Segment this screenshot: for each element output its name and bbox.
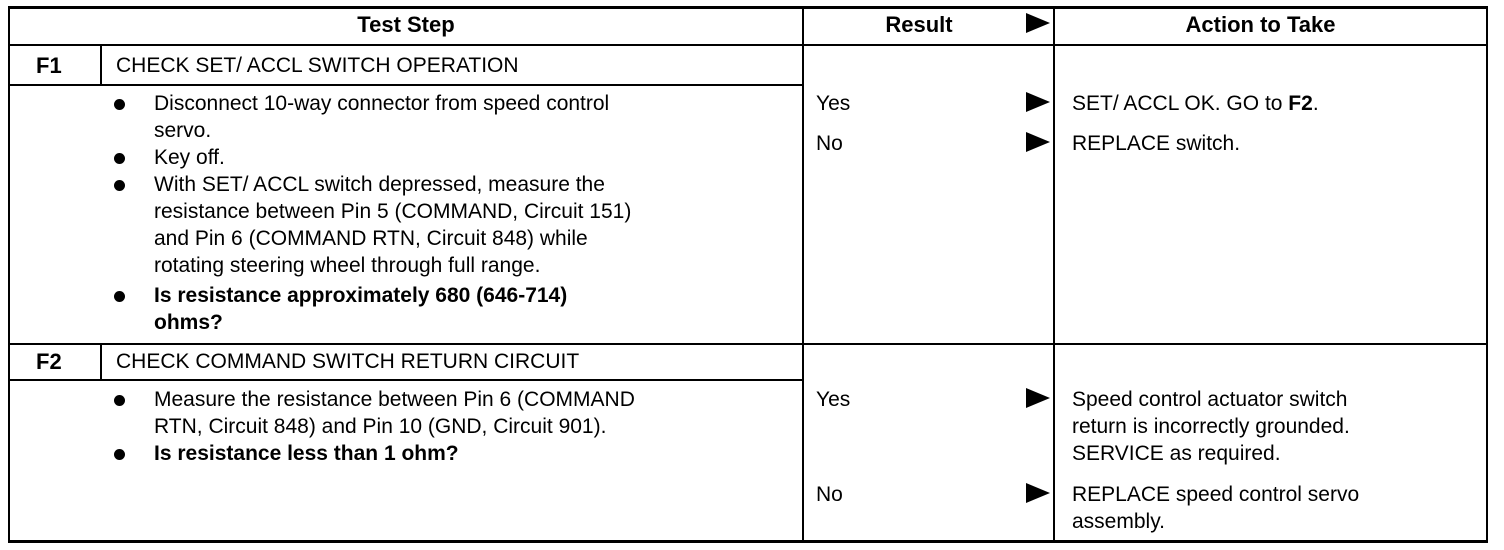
arrow-icon <box>1026 388 1050 408</box>
arrow-icon <box>1026 483 1050 503</box>
bullet-icon <box>114 291 125 302</box>
list-item: Key off. <box>154 146 225 169</box>
result-action-divider <box>1053 6 1055 543</box>
list-item: Measure the resistance between Pin 6 (COMMAND RTN, Circuit 848) and Pin 10 (GND, Circuit 901). <box>154 388 635 438</box>
f2-title-divider <box>8 379 804 381</box>
step-title: CHECK SET/ ACCL SWITCH OPERATION <box>116 54 519 77</box>
bullet-icon <box>114 153 125 164</box>
f1-title-divider <box>8 84 804 86</box>
header-result: Result <box>885 12 953 37</box>
bullet-icon <box>114 99 125 110</box>
bullet-icon <box>114 395 125 406</box>
result-yes: Yes <box>816 92 851 115</box>
result-yes: Yes <box>816 388 851 411</box>
test-result-divider <box>802 6 804 543</box>
bullet-icon <box>114 449 125 460</box>
table-border-right <box>1486 6 1488 543</box>
action-text: REPLACE speed control servo assembly. <box>1072 483 1360 533</box>
list-item: Disconnect 10-way connector from speed control servo. <box>154 92 610 142</box>
step-id: F2 <box>36 349 62 374</box>
arrow-icon <box>1026 92 1050 112</box>
result-no: No <box>816 483 843 506</box>
table-border-bottom <box>8 540 1488 543</box>
list-item: Is resistance less than 1 ohm? <box>154 442 459 465</box>
list-item: Is resistance approximately 680 (646-714) ohms? <box>154 284 568 334</box>
step-id: F1 <box>36 53 62 78</box>
action-text: SET/ ACCL OK. GO to F2. <box>1072 92 1319 115</box>
f1-id-divider <box>100 44 102 86</box>
table-border-left <box>8 6 10 543</box>
action-text: Speed control actuator switch return is incorrectly grounded. SERVICE as required. <box>1072 388 1350 465</box>
f2-id-divider <box>100 343 102 381</box>
table-border-top <box>8 6 1488 9</box>
step-title: CHECK COMMAND SWITCH RETURN CIRCUIT <box>116 350 580 373</box>
result-no: No <box>816 132 843 155</box>
header-test-step: Test Step <box>357 12 455 37</box>
header-arrow-icon <box>1026 13 1050 33</box>
list-item: With SET/ ACCL switch depressed, measure the resistance between Pin 5 (COMMAND, Circuit 151) and Pin 6 (COMMAND RTN, Circuit 848) while rotating steering wheel through full range. <box>154 173 632 277</box>
header-action: Action to Take <box>1185 12 1336 37</box>
header-divider <box>8 44 1488 46</box>
f1-f2-divider <box>8 343 1488 345</box>
bullet-icon <box>114 180 125 191</box>
action-text: REPLACE switch. <box>1072 132 1241 155</box>
arrow-icon <box>1026 132 1050 152</box>
